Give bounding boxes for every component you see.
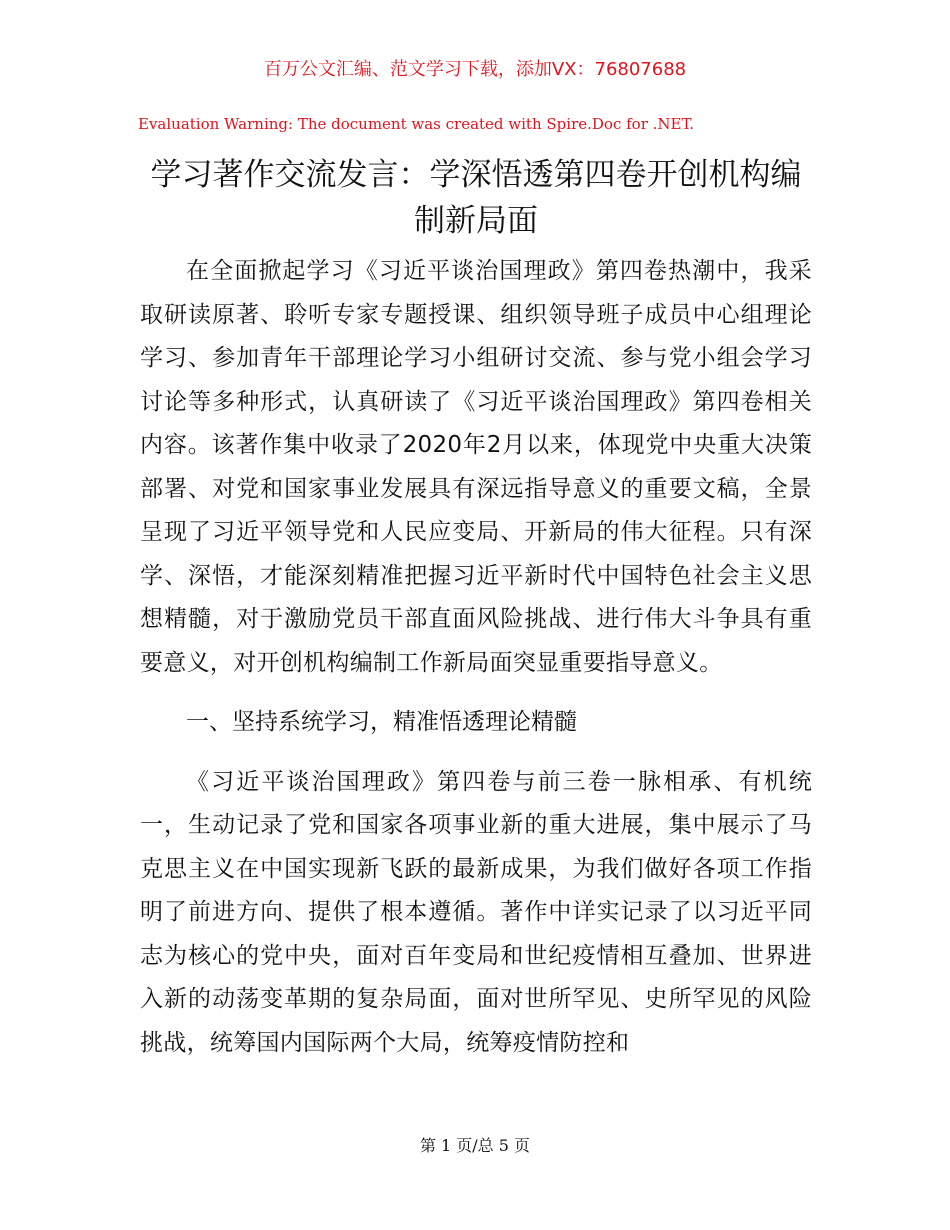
- page-indicator: 第 1 页/总 5 页: [419, 1136, 531, 1155]
- document-body: [140, 250, 812, 1065]
- section-1-paragraph: 《习近平谈治国理政》第四卷与前三卷一脉相承、有机统一，生动记录了党和国家各项事业新的重大进展，集中展示了马克思主义在中国实现新飞跃的最新成果，为我们做好各项工作指明了前进方向、提供了根本遵循。著作中详实记录了以习近平同志为核心的党中央，面对百年变局和世纪疫情相互叠加、世界进入新的动荡变革期的复杂局面，面对世所罕见、史所罕见的风险挑战，统筹国内国际两个大局，统筹疫情防控和: [140, 768, 812, 1056]
- evaluation-warning: Evaluation Warning: The document was created with Spire.Doc for .NET.: [138, 115, 695, 133]
- section-heading-1: 一、坚持系统学习，精准悟透理论精髓: [186, 709, 577, 735]
- header-ad-text: 百万公文汇编、范文学习下载，添加VX：76807688: [263, 59, 687, 80]
- document-title: 学习著作交流发言：学深悟透第四卷开创机构编制新局面: [150, 157, 802, 239]
- intro-paragraph: 在全面掀起学习《习近平谈治国理政》第四卷热潮中，我采取研读原著、聆听专家专题授课、组织领导班子成员中心组理论学习、参加青年干部理论学习小组研讨交流、参与党小组会学习讨论等多种形式，认真研读了《习近平谈治国理政》第四卷相关内容。该著作集中收录了2020年2月以来，体现党中央重大决策部署、对党和国家事业发展具有深远指导意义的重要文稿，全景呈现了习近平领导党和人民应变局、开新局的伟大征程。只有深学、深悟，才能深刻精准把握习近平新时代中国特色社会主义思想精髓，对于激励党员干部直面风险挑战、进行伟大斗争具有重要意义，对开创机构编制工作新局面突显重要指导意义。: [140, 258, 812, 676]
